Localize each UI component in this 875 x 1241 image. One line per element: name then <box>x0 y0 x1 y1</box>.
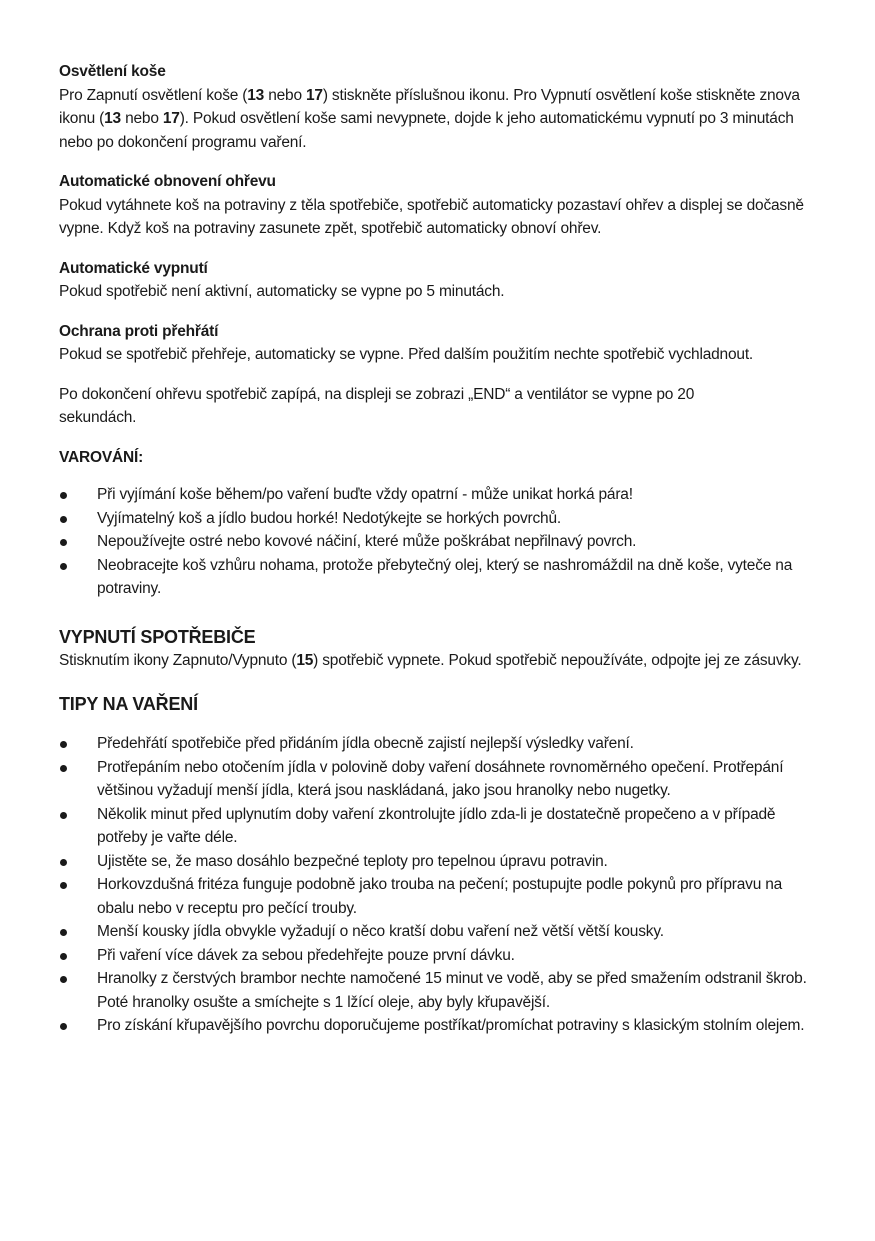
bullet-icon <box>60 563 67 570</box>
list-item: Při vyjímání koše během/po vaření buďte vždy opatrní - může unikat horká pára! <box>59 483 819 507</box>
bullet-icon <box>60 741 67 748</box>
list-item: Předehřátí spotřebiče před přidáním jídla obecně zajistí nejlepší výsledky vaření. <box>59 732 819 756</box>
tips-heading: TIPY NA VAŘENÍ <box>59 694 198 714</box>
auto-resume-heading: Automatické obnovení ohřevu <box>59 173 276 190</box>
bullet-icon <box>60 953 67 960</box>
bullet-icon <box>60 539 67 546</box>
section-auto-resume <box>59 170 819 241</box>
list-item: Pro získání křupavějšího povrchu doporučujeme postříkat/promíchat potraviny s klasickým stolním olejem. <box>59 1014 819 1038</box>
power-off-heading: VYPNUTÍ SPOTŘEBIČE <box>59 626 256 647</box>
bullet-icon <box>60 976 67 983</box>
list-item: Horkovzdušná fritéza funguje podobně jako trouba na pečení; postupujte podle pokynů pro přípravu na obalu nebo v receptu pro pečící trouby. <box>59 873 819 920</box>
power-off-text: Stisknutím ikony Zapnuto/Vypnuto (15) spotřebič vypnete. Pokud spotřebič nepoužíváte, odpojte jej ze zásuvky. <box>59 651 802 669</box>
list-item: Vyjímatelný koš a jídlo budou horké! Nedotýkejte se horkých povrchů. <box>59 507 819 531</box>
list-item: Nepoužívejte ostré nebo kovové náčiní, které může poškrábat nepřilnavý povrch. <box>59 530 819 554</box>
bullet-icon <box>60 516 67 523</box>
overheat-heading: Ochrana proti přehřátí <box>59 322 219 340</box>
section-overheat <box>59 320 819 367</box>
list-item: Ujistěte se, že maso dosáhlo bezpečné teploty pro tepelnou úpravu potravin. <box>59 850 819 874</box>
list-item: Několik minut před uplynutím doby vaření zkontrolujte jídlo zda-li je dostatečně propečeno a v případě potřeby je vařte déle. <box>59 803 819 850</box>
section-basket-light <box>59 60 819 154</box>
bullet-icon <box>60 765 67 772</box>
list-item: Neobracejte koš vzhůru nohama, protože přebytečný olej, který se nashromáždil na dně koše, vyteče na potraviny. <box>59 554 819 601</box>
auto-resume-text: Pokud vytáhnete koš na potraviny z těla spotřebiče, spotřebič automaticky pozastaví ohřev a displej se dočasně vypne. Když koš na potraviny zasunete zpět, spotřebič automaticky obnoví ohřev. <box>59 196 804 237</box>
section-warning <box>59 446 819 601</box>
document-page <box>59 60 819 1054</box>
overheat-text: Pokud se spotřebič přehřeje, automaticky se vypne. Před dalším použitím nechte spotřebič vychladnout. <box>59 346 754 363</box>
warning-title: VAROVÁNÍ: <box>59 448 144 466</box>
end-note: Po dokončení ohřevu spotřebič zapípá, na displeji se zobrazi „END“ a ventilátor se vypne po 20 sekundách. <box>59 385 695 426</box>
list-item: Při vaření více dávek za sebou předehřejte pouze první dávku. <box>59 944 819 968</box>
bullet-icon <box>60 1023 67 1030</box>
list-item: Hranolky z čerstvých brambor nechte namočené 15 minut ve vodě, aby se před smažením odstranil škrob. Poté hranolky osušte a smíchejte s 1 lžící oleje, aby byly křupavější. <box>59 967 819 1014</box>
bullet-icon <box>60 859 67 866</box>
list-item: Menší kousky jídla obvykle vyžadují o něco kratší dobu vaření než větší větší kousky. <box>59 920 819 944</box>
auto-off-heading: Automatické vypnutí <box>59 259 208 277</box>
section-auto-off <box>59 257 819 304</box>
auto-off-text: Pokud spotřebič není aktivní, automaticky se vypne po 5 minutách. <box>59 283 505 300</box>
basket-light-text: Pro Zapnutí osvětlení koše (13 nebo 17) stiskněte příslušnou ikonu. Pro Vypnutí osvětlení koše stiskněte znova ikonu (13 nebo 17). Pokud osvětlení koše sami nevypnete, dojde k jeho automatickému vypnutí po 3 minutách nebo po dokončení programu vaření. <box>59 86 800 151</box>
tips-list <box>59 732 819 1038</box>
bullet-icon <box>60 929 67 936</box>
bullet-icon <box>60 492 67 499</box>
bullet-icon <box>60 812 67 819</box>
warning-list <box>59 483 819 601</box>
section-tips <box>59 692 819 1038</box>
basket-light-heading: Osvětlení koše <box>59 63 166 80</box>
bullet-icon <box>60 882 67 889</box>
section-power-off <box>59 625 819 673</box>
list-item: Protřepáním nebo otočením jídla v polovině doby vaření dosáhnete rovnoměrného opečení. Protřepání většinou vyžadují menší jídla, která jsou naskládaná, jako jsou hranolky nebo nugetky. <box>59 756 819 803</box>
